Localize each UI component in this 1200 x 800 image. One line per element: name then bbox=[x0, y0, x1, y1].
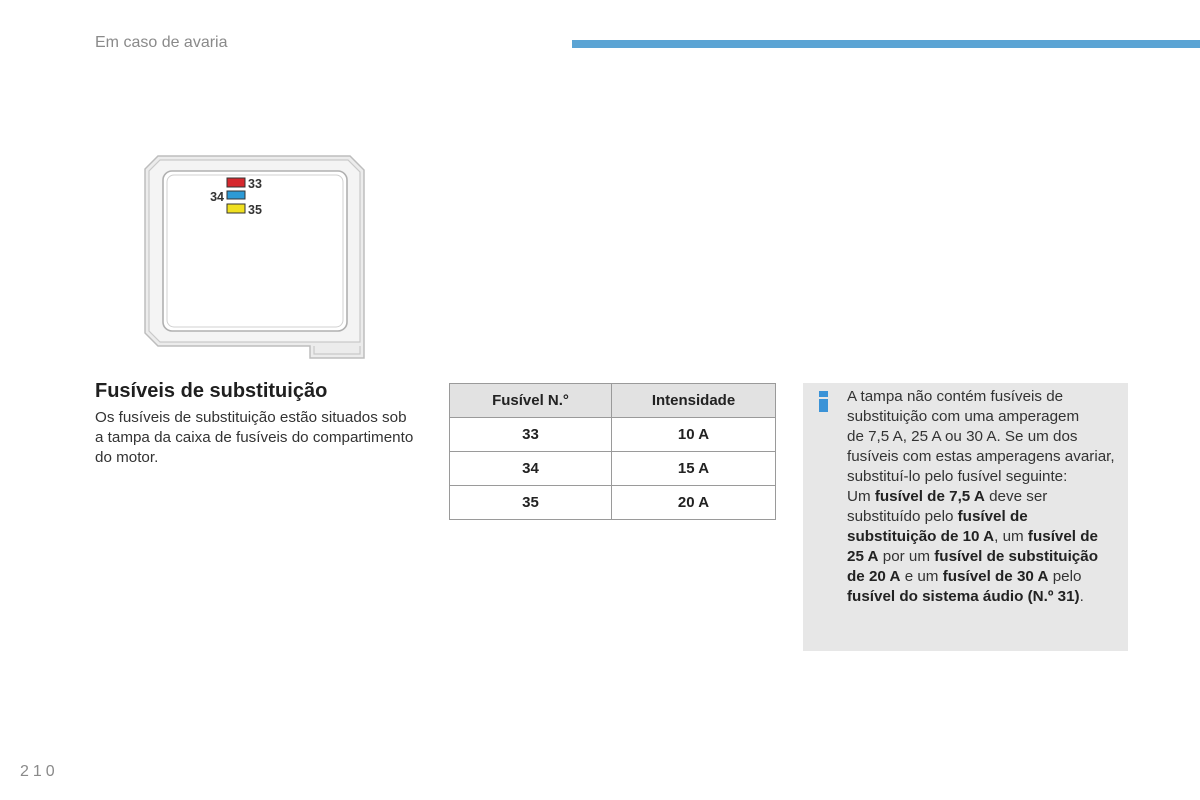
info-line bbox=[847, 587, 1115, 607]
fuse-34 bbox=[227, 191, 245, 199]
info-text-segment: substituição com uma amperagem bbox=[847, 408, 1080, 425]
info-text-emphasis: fusível de bbox=[1027, 528, 1098, 545]
fuse-label-34: 34 bbox=[210, 190, 224, 204]
intro-line: do motor. bbox=[95, 449, 159, 466]
info-text-segment: substituído pelo bbox=[847, 508, 958, 525]
info-text-segment: deve ser bbox=[984, 488, 1048, 505]
info-text bbox=[847, 387, 1115, 607]
chapter-title: Em caso de avaria bbox=[95, 34, 228, 51]
section-title: Fusíveis de substituição bbox=[95, 380, 328, 402]
table-row bbox=[450, 486, 776, 520]
chapter-accent-bar bbox=[572, 40, 1200, 48]
info-text-emphasis: fusível de substituição bbox=[934, 548, 1098, 565]
info-text-emphasis: fusível de bbox=[957, 508, 1028, 525]
table-row bbox=[450, 452, 776, 486]
info-text-segment: fusíveis com estas amperagens avariar, bbox=[847, 448, 1115, 465]
fuse-box-diagram bbox=[140, 150, 370, 365]
info-line bbox=[847, 527, 1115, 547]
info-text-segment: A tampa não contém fusíveis de bbox=[847, 388, 1064, 405]
fuse-33 bbox=[227, 178, 245, 187]
info-line bbox=[847, 567, 1115, 587]
column-header-fuse-number: Fusível N.° bbox=[450, 384, 612, 418]
table-header-row bbox=[450, 384, 776, 418]
info-text-segment: substituí-lo pelo fusível seguinte: bbox=[847, 468, 1068, 485]
info-line bbox=[847, 507, 1115, 527]
info-text-emphasis: fusível de 7,5 A bbox=[874, 488, 985, 505]
info-icon-stem bbox=[819, 399, 828, 412]
info-line bbox=[847, 407, 1115, 427]
fuse-box-lid-inner bbox=[167, 175, 343, 327]
amperage-cell: 20 A bbox=[612, 486, 776, 520]
intro-line: Os fusíveis de substituição estão situados sob bbox=[95, 409, 407, 426]
info-text-segment: , um bbox=[994, 528, 1028, 545]
fuse-number-cell: 33 bbox=[450, 418, 612, 452]
info-text-segment: Um bbox=[847, 488, 875, 505]
table-row bbox=[450, 418, 776, 452]
info-text-segment: . bbox=[1079, 588, 1084, 605]
column-header-amperage: Intensidade bbox=[612, 384, 776, 418]
info-line bbox=[847, 487, 1115, 507]
info-box bbox=[803, 383, 1128, 651]
page-number: 210 bbox=[20, 763, 59, 780]
info-text-emphasis: fusível do sistema áudio (N.º 31) bbox=[847, 588, 1080, 605]
info-text-segment: e um bbox=[900, 568, 943, 585]
info-icon-dot bbox=[819, 391, 828, 397]
amperage-cell: 10 A bbox=[612, 418, 776, 452]
fuse-number-cell: 34 bbox=[450, 452, 612, 486]
info-line bbox=[847, 447, 1115, 467]
fuse-label-35: 35 bbox=[248, 203, 262, 217]
intro-line: a tampa da caixa de fusíveis do compartimento bbox=[95, 429, 414, 446]
intro-paragraph bbox=[95, 408, 413, 468]
info-icon bbox=[819, 391, 828, 412]
info-line bbox=[847, 387, 1115, 407]
fuse-label-33: 33 bbox=[248, 177, 262, 191]
info-line bbox=[847, 427, 1115, 447]
info-text-emphasis: substituição de 10 A bbox=[847, 528, 995, 545]
info-text-segment: por um bbox=[878, 548, 935, 565]
info-line bbox=[847, 547, 1115, 567]
amperage-cell: 15 A bbox=[612, 452, 776, 486]
fuse-number-cell: 35 bbox=[450, 486, 612, 520]
info-text-segment: de 7,5 A, 25 A ou 30 A. Se um dos bbox=[847, 428, 1078, 445]
fuse-table bbox=[449, 383, 776, 520]
info-line bbox=[847, 467, 1115, 487]
info-text-emphasis: 25 A bbox=[847, 548, 879, 565]
info-text-segment: pelo bbox=[1048, 568, 1082, 585]
info-text-emphasis: fusível de 30 A bbox=[942, 568, 1049, 585]
info-text-emphasis: de 20 A bbox=[847, 568, 901, 585]
fuse-35 bbox=[227, 204, 245, 213]
